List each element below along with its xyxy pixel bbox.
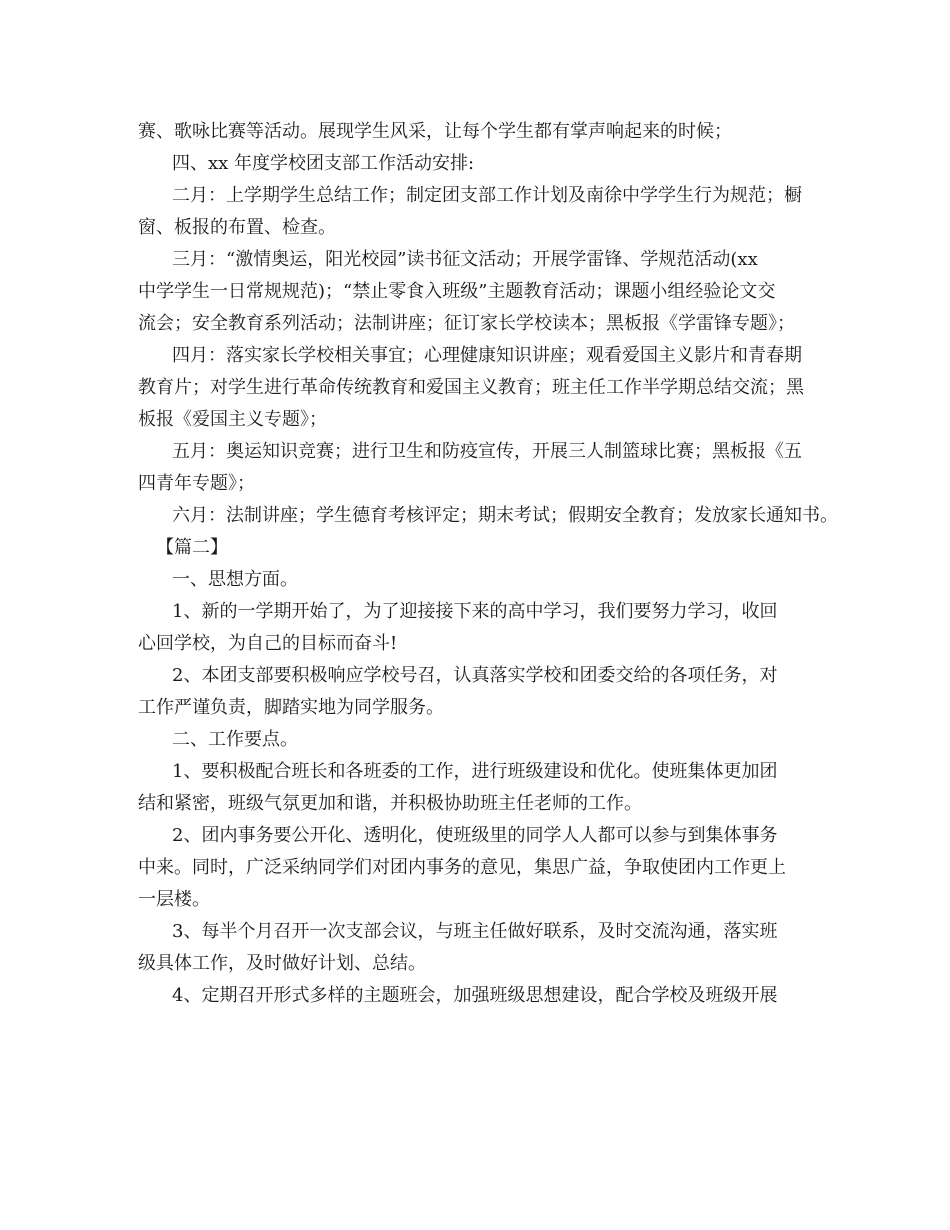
text-line: 教育片；对学生进行革命传统教育和爱国主义教育；班主任工作半学期总结交流；黑: [138, 377, 804, 398]
text-line: 四月：落实家长学校相关事宜；心理健康知识讲座；观看爱国主义影片和青春期: [172, 345, 802, 366]
section-heading: 四、xx 年度学校团支部工作活动安排:: [172, 153, 475, 174]
text-line: 流会；安全教育系列活动；法制讲座；征订家长学校读本；黑板报《学雷锋专题》；: [138, 313, 795, 334]
text-line: 心回学校，为自己的目标而奋斗!: [138, 633, 398, 654]
text-line: 四青年专题》；: [138, 473, 255, 494]
text-line: 二月：上学期学生总结工作；制定团支部工作计划及南徐中学学生行为规范；橱: [172, 185, 802, 206]
text-line: 中来。同时，广泛采纳同学们对团内事务的意见，集思广益，争取使团内工作更上: [138, 857, 786, 878]
text-line: 结和紧密，班级气氛更加和谐，并积极协助班主任老师的工作。: [138, 793, 642, 814]
text-line: 中学学生一日常规规范)；“禁止零食入班级”主题教育活动；课题小组经验论文交: [138, 281, 776, 302]
text-line: 六月：法制讲座；学生德育考核评定；期末考试；假期安全教育；发放家长通知书。: [172, 505, 838, 526]
text-line: 1、新的一学期开始了，为了迎接接下来的高中学习，我们要努力学习，收回: [172, 601, 778, 622]
section-heading: 一、思想方面。: [172, 569, 298, 590]
text-line: 2、本团支部要积极响应学校号召，认真落实学校和团委交给的各项任务，对: [172, 665, 778, 686]
text-line: 三月：“激情奥运，阳光校园”读书征文活动；开展学雷锋、学规范活动(xx: [172, 249, 758, 270]
text-line: 板报《爱国主义专题》；: [138, 409, 327, 430]
text-line: 赛、歌咏比赛等活动。展现学生风采，让每个学生都有掌声响起来的时候；: [138, 121, 732, 142]
text-line: 3、每半个月召开一次支部会议，与班主任做好联系，及时交流沟通，落实班: [172, 921, 778, 942]
text-line: 工作严谨负责，脚踏实地为同学服务。: [138, 697, 444, 718]
text-line: 1、要积极配合班长和各班委的工作，进行班级建设和优化。使班集体更加团: [172, 761, 778, 782]
text-line: 五月：奥运知识竞赛；进行卫生和防疫宣传，开展三人制篮球比赛；黑板报《五: [172, 441, 802, 462]
text-line: 级具体工作，及时做好计划、总结。: [138, 953, 426, 974]
section-heading: 二、工作要点。: [172, 729, 298, 750]
text-line: 一层楼。: [138, 889, 210, 910]
text-line: 2、团内事务要公开化、透明化，使班级里的同学人人都可以参与到集体事务: [172, 825, 778, 846]
chapter-heading: 【篇二】: [156, 537, 228, 558]
text-line: 窗、板报的布置、检查。: [138, 217, 336, 238]
document-body: [138, 116, 838, 1012]
text-line: 4、定期召开形式多样的主题班会，加强班级思想建设，配合学校及班级开展: [172, 985, 778, 1006]
